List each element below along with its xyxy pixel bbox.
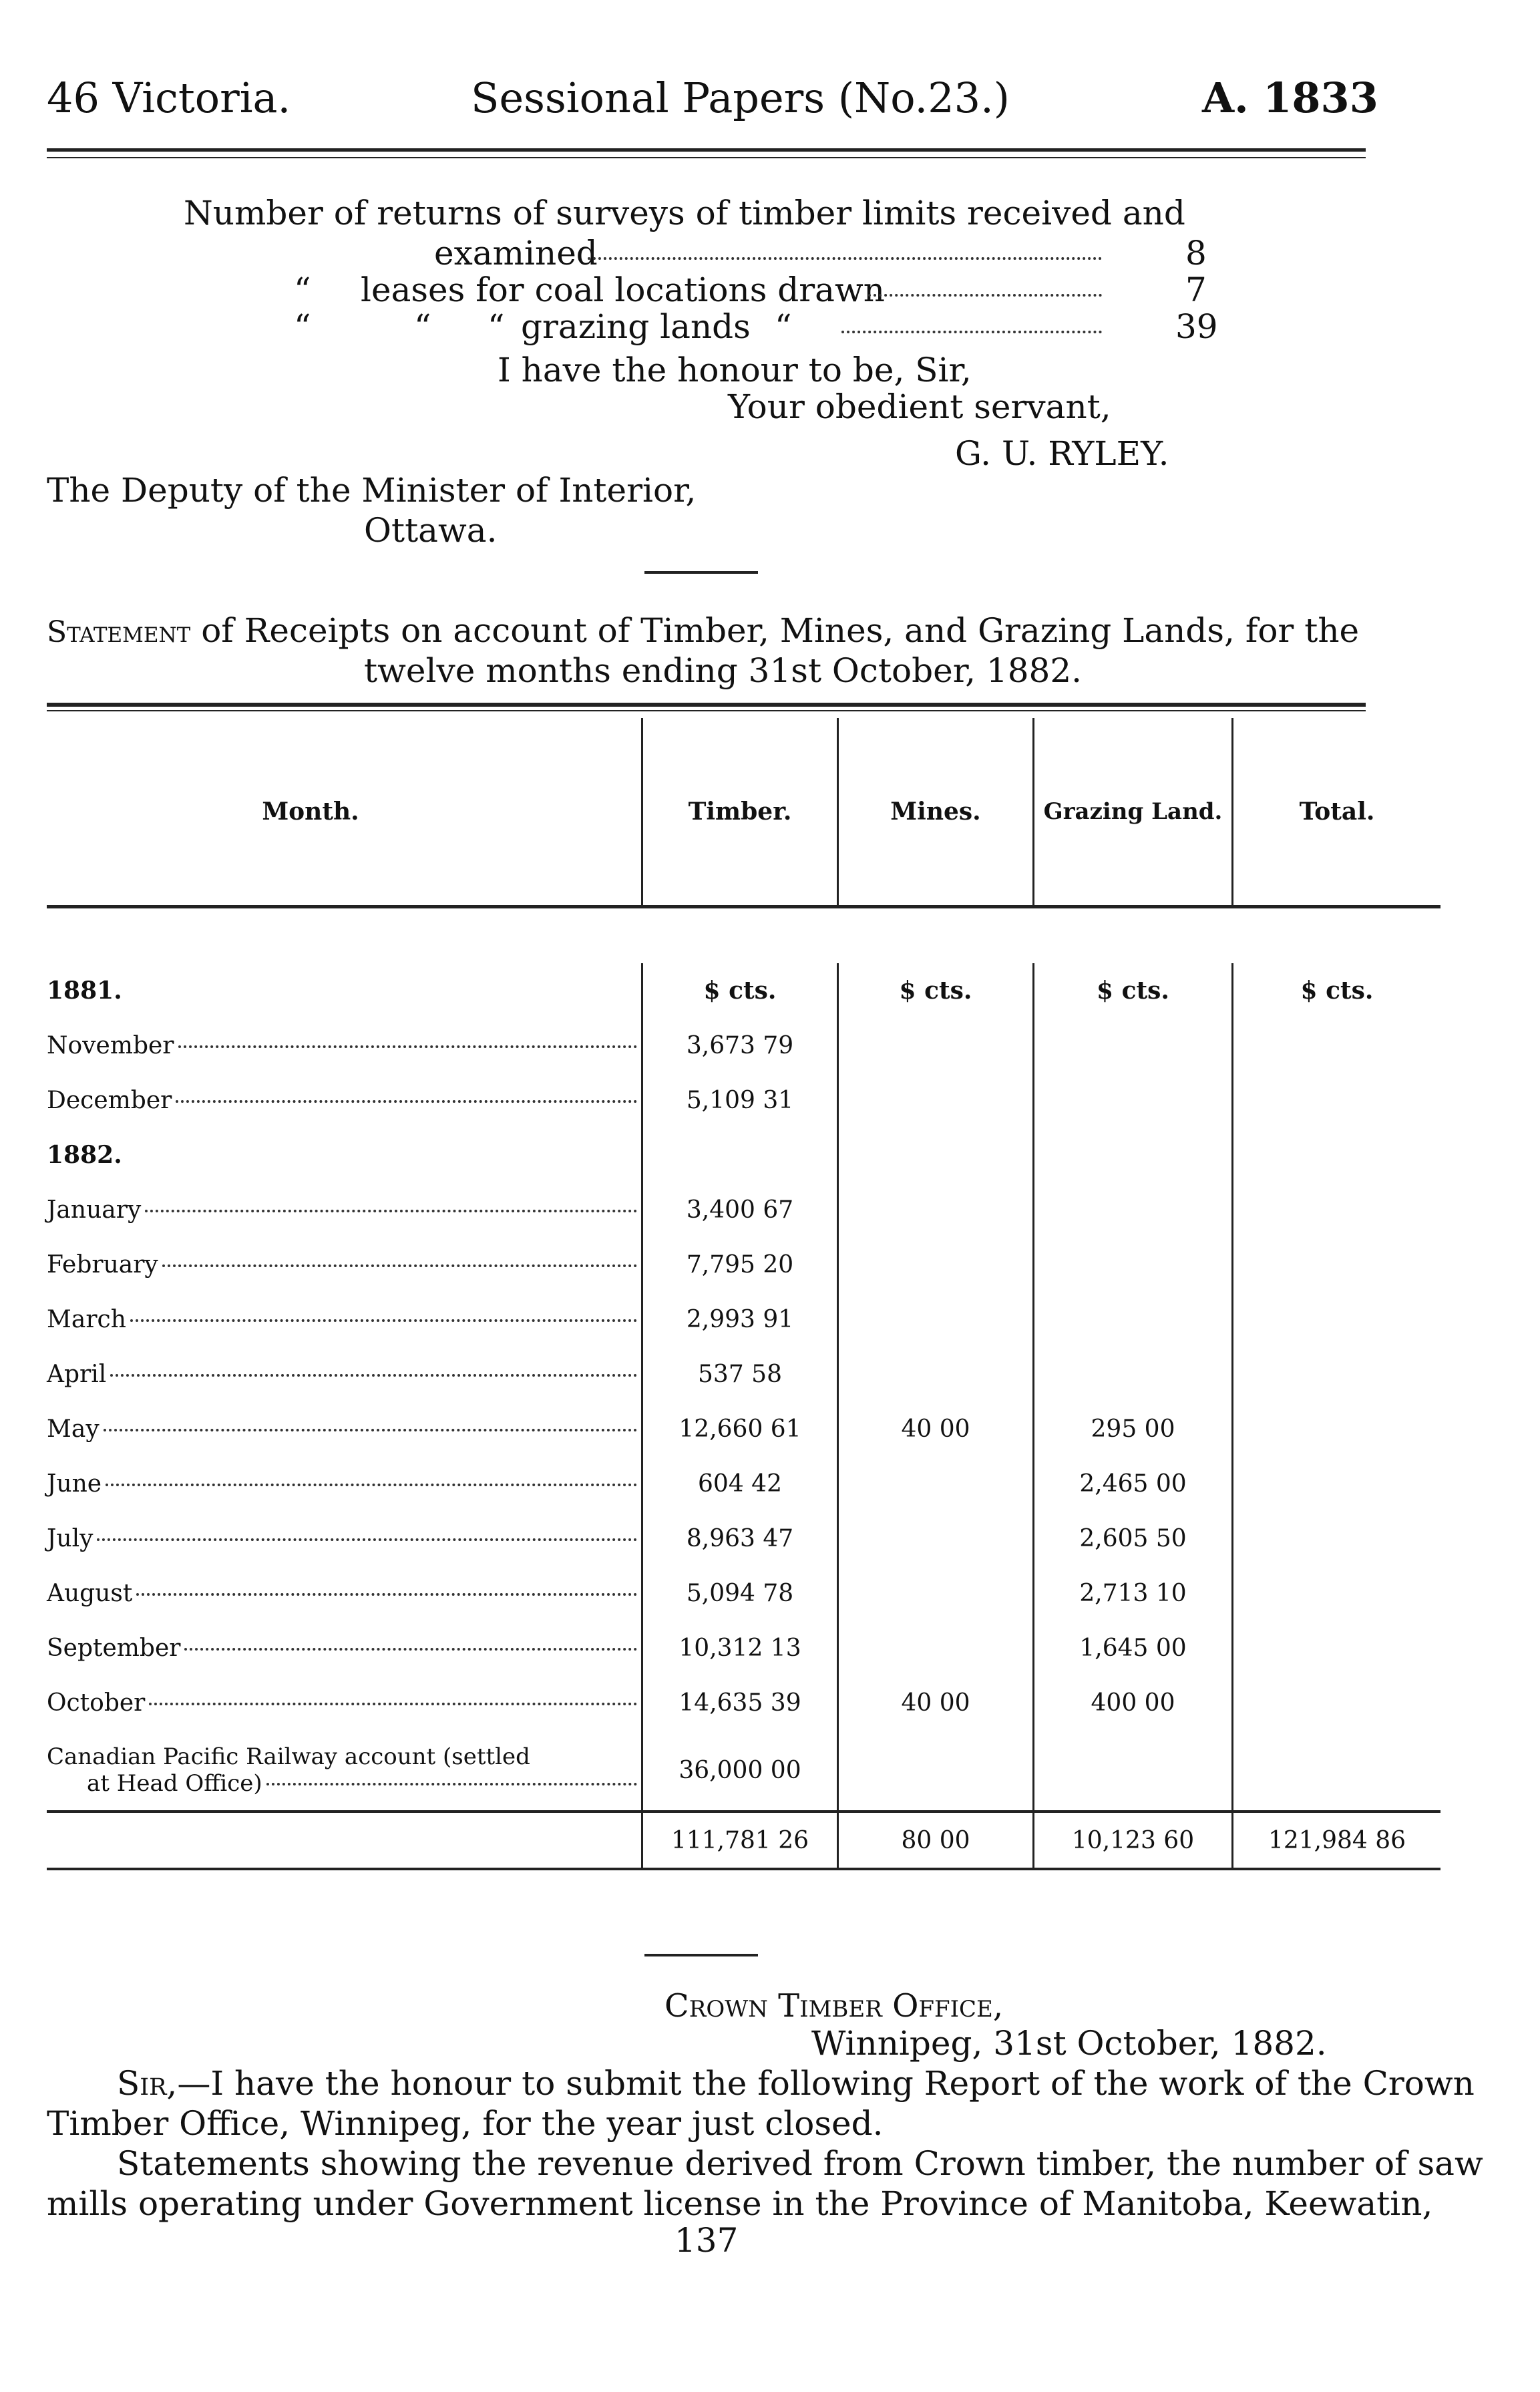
year-1882: 1882. [47, 1141, 122, 1169]
month-label: May [47, 1415, 100, 1443]
header-rule-thin [47, 157, 1366, 158]
timber-cell: 12,660 61 [642, 1401, 838, 1456]
mines-cell: 40 00 [838, 1401, 1034, 1456]
timber-cell: 8,963 47 [642, 1511, 838, 1566]
timber-cell: 14,635 39 [642, 1675, 838, 1730]
returns-line4: grazing lands [521, 307, 751, 346]
closing-line1: I have the honour to be, Sir, [498, 351, 972, 389]
header-timber-label: Timber. [688, 798, 792, 826]
header-total-label: Total. [1299, 798, 1375, 826]
table-row [47, 1730, 1440, 1812]
table-row [47, 1018, 1440, 1073]
grazing-cell: 295 00 [1034, 1401, 1233, 1456]
grazing-cell [1034, 1182, 1233, 1237]
statement-line1: of Receipts on account of Timber, Mines, and Grazing Lands, for the [201, 611, 1360, 650]
total-grazing: 10,123 60 [1034, 1812, 1233, 1869]
table-row [47, 1401, 1440, 1456]
ditto-mark: “ [775, 307, 792, 346]
timber-cell: 3,673 79 [642, 1018, 838, 1073]
month-label: February [47, 1250, 158, 1278]
table-header-row [47, 718, 1440, 907]
statement-line2: twelve months ending 31st October, 1882. [364, 651, 1083, 690]
timber-cell: 537 58 [642, 1347, 838, 1401]
header-mines [838, 718, 1034, 907]
month-label: October [47, 1689, 146, 1717]
mines-cell [838, 1620, 1034, 1675]
table-top-rule-thin [47, 710, 1366, 711]
table-row [47, 1456, 1440, 1511]
cpr-line1: Canadian Pacific Railway account (settled [47, 1743, 530, 1770]
crown-date-text: Winnipeg, 31st October, 1882. [811, 2024, 1327, 2063]
table-row [47, 1073, 1440, 1128]
grazing-cell: 1,645 00 [1034, 1620, 1233, 1675]
year-1881: 1881. [47, 977, 122, 1005]
grazing-cell [1034, 1237, 1233, 1292]
returns-line3: leases for coal locations drawn [361, 271, 885, 309]
para2-line1: Statements showing the revenue derived from Crown timber, the number of saw [117, 2144, 1483, 2183]
header-center: Sessional Papers (No.23.) [471, 73, 1010, 122]
receipts-table [47, 718, 1440, 1870]
timber-cell: 3,400 67 [642, 1182, 838, 1237]
table-row [47, 1620, 1440, 1675]
mines-cell [838, 1511, 1034, 1566]
unit-label: $ cts. [642, 963, 838, 1018]
unit-label: $ cts. [838, 963, 1034, 1018]
crown-office: Crown Timber Office, [664, 1987, 1004, 2025]
signature: G. U. RYLEY. [955, 434, 1169, 473]
grazing-cell: 2,713 10 [1034, 1566, 1233, 1620]
para1-line2: Timber Office, Winnipeg, for the year just closed. [47, 2104, 884, 2143]
totals-row [47, 1812, 1440, 1869]
header-rule-thick [47, 148, 1366, 152]
table-row [47, 1128, 1440, 1182]
month-label: July [47, 1524, 93, 1552]
returns-line2: examined [434, 234, 598, 273]
dot-leader [868, 294, 1102, 297]
crown-date [811, 2024, 1327, 2063]
table-row [47, 1511, 1440, 1566]
mines-cell [838, 1237, 1034, 1292]
unit-label: $ cts. [1233, 963, 1441, 1018]
returns-value1: 8 [1185, 234, 1207, 273]
para1-text: —I have the honour to submit the following Report of the work of the Crown [177, 2064, 1475, 2103]
addressee-line2: Ottawa. [364, 511, 498, 550]
table-top-rule [47, 703, 1366, 707]
ditto-mark: “ [294, 307, 311, 346]
salutation: Sir, [117, 2064, 178, 2103]
table-row [47, 1292, 1440, 1347]
header-mines-label: Mines. [890, 798, 981, 826]
mines-cell [838, 1566, 1034, 1620]
dot-leader [841, 331, 1102, 333]
returns-value3: 39 [1175, 307, 1218, 346]
para2-line2: mills operating under Government license in the Province of Manitoba, Keewatin, [47, 2184, 1433, 2223]
mines-cell [838, 1182, 1034, 1237]
page-number: 137 [675, 2221, 739, 2260]
addressee-line1: The Deputy of the Minister of Interior, [47, 471, 697, 510]
timber-cell: 2,993 91 [642, 1292, 838, 1347]
header-left: 46 Victoria. [47, 73, 291, 122]
timber-cell: 5,094 78 [642, 1566, 838, 1620]
ditto-mark: “ [414, 307, 431, 346]
table-row [47, 963, 1440, 1018]
month-label: March [47, 1305, 126, 1333]
month-label: June [47, 1470, 102, 1498]
grazing-cell [1034, 1347, 1233, 1401]
timber-cell: 36,000 00 [642, 1730, 838, 1812]
grand-total: 121,984 86 [1233, 1812, 1441, 1869]
month-label: September [47, 1634, 181, 1662]
returns-value2: 7 [1185, 271, 1207, 309]
grazing-cell: 400 00 [1034, 1675, 1233, 1730]
mines-cell [838, 1347, 1034, 1401]
total-mines: 80 00 [838, 1812, 1034, 1869]
closing-line2: Your obedient servant, [728, 387, 1111, 426]
header-right: A. 1833 [1202, 73, 1378, 122]
table-row [47, 1675, 1440, 1730]
statement-lead: Statement [47, 615, 191, 649]
returns-line1: Number of returns of surveys of timber limits received and [184, 194, 1185, 232]
header-month-label: Month. [262, 798, 359, 826]
para1-line1 [117, 2064, 1475, 2103]
mines-cell [838, 1292, 1034, 1347]
header-separator [47, 907, 1440, 964]
header-grazing-label: Grazing Land. [1043, 798, 1223, 825]
mines-cell [838, 1456, 1034, 1511]
header-month [47, 718, 642, 907]
unit-label: $ cts. [1034, 963, 1233, 1018]
month-label: April [47, 1360, 107, 1388]
table-row [47, 1182, 1440, 1237]
timber-cell: 10,312 13 [642, 1620, 838, 1675]
dot-leader [588, 257, 1102, 260]
grazing-cell: 2,465 00 [1034, 1456, 1233, 1511]
header-grazing [1034, 718, 1233, 907]
section-divider [644, 1954, 758, 1956]
cpr-line2: at Head Office) [87, 1770, 262, 1797]
month-label: December [47, 1086, 172, 1114]
timber-cell: 5,109 31 [642, 1073, 838, 1128]
ditto-mark: “ [488, 307, 505, 346]
section-divider [644, 571, 758, 574]
table-row [47, 1566, 1440, 1620]
header-total [1233, 718, 1441, 907]
month-label: January [47, 1196, 142, 1224]
table-row [47, 1237, 1440, 1292]
table-row [47, 1347, 1440, 1401]
mines-cell: 40 00 [838, 1675, 1034, 1730]
ditto-mark: “ [294, 271, 311, 309]
timber-cell: 7,795 20 [642, 1237, 838, 1292]
month-label: November [47, 1031, 174, 1059]
statement-title [47, 611, 1359, 650]
total-timber: 111,781 26 [642, 1812, 838, 1869]
month-label: August [47, 1579, 133, 1607]
grazing-cell [1034, 1292, 1233, 1347]
grazing-cell: 2,605 50 [1034, 1511, 1233, 1566]
timber-cell: 604 42 [642, 1456, 838, 1511]
header-timber [642, 718, 838, 907]
